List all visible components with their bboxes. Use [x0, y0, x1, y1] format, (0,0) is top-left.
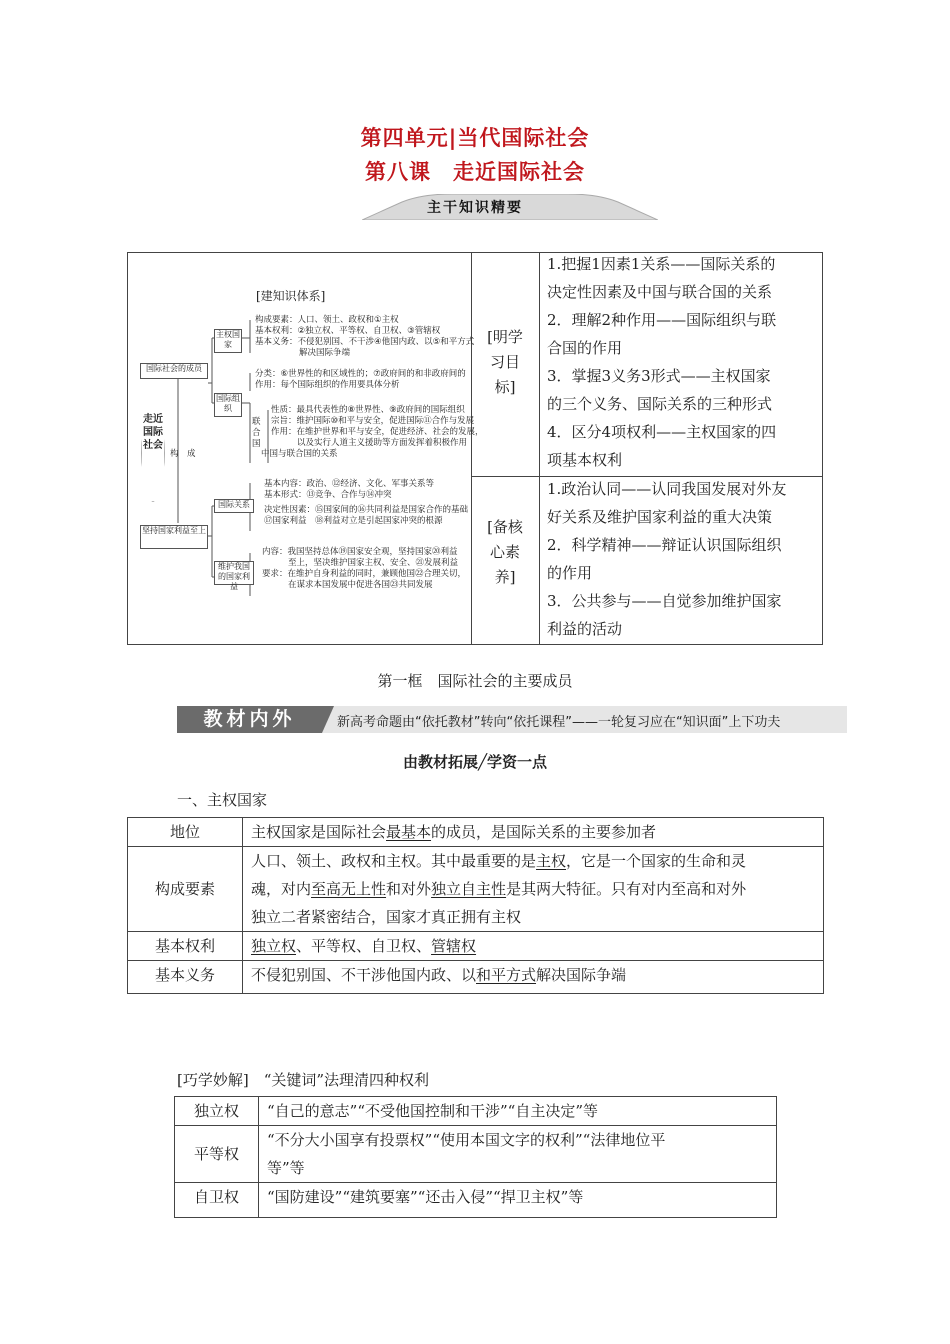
goal-line: 决定性因素及中国与联合国的关系: [547, 283, 773, 301]
literacy-label-line: [备核: [487, 518, 523, 536]
goals-list: [547, 250, 776, 474]
cell-underlined: 最基本: [386, 823, 432, 841]
mindmap-title: [建知识体系]: [256, 289, 326, 303]
unit-title: 第四单元|当代国际社会: [360, 126, 590, 150]
cell-text: 主权国家是国际社会: [251, 823, 387, 841]
mindmap-line: 基本形式：⑬竞争、合作与⑭冲突: [264, 490, 392, 500]
cell-text: “不分大小国享有投票权”“使用本国文字的权利”“法律地位平: [267, 1131, 666, 1149]
goals-label: [478, 325, 532, 400]
mindmap-org-node: 国际组织: [214, 393, 242, 417]
mindmap-relation-label: 构 成: [170, 449, 196, 459]
mindmap-line: 性质：最具代表性的⑧世界性、⑨政府间的国际组织: [271, 405, 465, 415]
lesson-title: 第八课 走近国际社会: [365, 160, 585, 184]
literacy-label-line: 养]: [494, 568, 516, 586]
goals-label-line: 习目: [489, 353, 520, 371]
mindmap-line: 内容：我国坚持总体⑲国家安全观，坚持国家⑳利益: [262, 547, 458, 557]
banner-arrow-icon: [322, 706, 334, 733]
cell-text: 魂，对内: [251, 880, 312, 898]
table-row: [128, 932, 824, 961]
goal-line: 合国的作用: [547, 339, 623, 357]
goal-line: 1.把握1因素1关系——国际关系的: [547, 255, 776, 273]
tips-heading: [巧学妙解] “关键词”法理清四种权利: [177, 1071, 430, 1089]
goal-line: 2．理解2种作用——国际组织与联: [547, 311, 777, 329]
mindmap-line: 基本权利：②独立权、平等权、自卫权、③管辖权: [255, 326, 441, 336]
mindmap-interest-node: 维护我国的国家利益: [214, 561, 254, 585]
table-label: 自卫权: [175, 1183, 259, 1218]
mindmap-line: 中国与联合国的关系: [261, 449, 338, 459]
mindmap-line: 基本义务：不侵犯别国、不干涉④他国内政、以⑤和平方式: [255, 337, 475, 347]
literacy-line: 的作用: [547, 564, 593, 582]
cell-underlined: 独立自主性: [431, 880, 507, 898]
goals-label-line: 标]: [494, 378, 516, 396]
mindmap-members-node: 国际社会的成员: [140, 363, 208, 379]
cell-text: 解决国际争端: [536, 966, 627, 984]
table-row: [128, 961, 824, 994]
cell-text: 和对外: [386, 880, 432, 898]
mindmap-line: 基本内容：政治、⑫经济、文化、军事关系等: [264, 479, 435, 489]
table-cell: “自己的意志”“不受他国控制和干涉”“自主决定”等: [259, 1097, 777, 1126]
goal-line: 4．区分4项权利——主权国家的四: [547, 423, 777, 441]
table-label: 基本权利: [128, 932, 243, 961]
mindmap-line: ⑰国家利益 ⑱利益对立是引起国家冲突的根源: [264, 516, 443, 526]
mindmap-root: 走近国际社会: [142, 403, 164, 501]
mindmap-line: 构成要素：人口、领土、政权和①主权: [255, 315, 399, 325]
cell-text: 等”等: [267, 1159, 305, 1177]
mindmap-line: 宗旨：维护国际⑩和平与安全，促进国际⑪合作与发展: [271, 416, 475, 426]
ribbon-label: 主干知识精要: [427, 200, 523, 216]
overview-box: [127, 252, 823, 645]
cell-text: 不侵犯别国、不干涉他国内政、以: [251, 966, 477, 984]
table-row: [128, 847, 824, 932]
table-row: [128, 818, 824, 847]
mindmap-line: 以及实行人道主义援助等方面发挥着积极作用: [297, 438, 468, 448]
literacy-line: 3．公共参与——自觉参加维护国家: [547, 592, 782, 610]
mindmap-line: 至上，坚决维护国家主权、安全、㉑发展利益: [288, 558, 459, 568]
goal-line: 的三个义务、国际关系的三种形式: [547, 395, 773, 413]
cell-underlined: 独立权: [251, 937, 297, 955]
sovereign-state-table: [127, 817, 824, 994]
heading-sovereign-state: 一、主权国家: [177, 791, 268, 809]
mindmap-line: 解决国际争端: [299, 348, 351, 358]
cell-underlined: 主权: [536, 852, 567, 870]
table-label: 地位: [128, 818, 243, 847]
table-cell: [259, 1126, 777, 1183]
table-cell: “国防建设”“建筑要塞”“还击入侵”“捍卫主权”等: [259, 1183, 777, 1218]
cell-text: 、平等权、自卫权、: [296, 937, 432, 955]
literacy-line: 利益的活动: [547, 620, 623, 638]
cell-text: 的成员，是国际关系的主要参加者: [431, 823, 657, 841]
goals-label-line: [明学: [487, 328, 523, 346]
table-cell: [243, 847, 824, 932]
section-subtitle: 第一框 国际社会的主要成员: [377, 672, 573, 690]
literacy-label-line: 心素: [489, 543, 520, 561]
literacy-label: [478, 515, 532, 590]
cell-text: ，它是一个国家的生命和灵: [566, 852, 747, 870]
mindmap-relations-details: [264, 479, 468, 527]
mindmap-line: 决定性因素：⑮国家间的⑯共同利益是国家合作的基础: [264, 505, 469, 515]
rights-keyword-table: [174, 1096, 777, 1218]
table-cell: [243, 818, 824, 847]
literacy-line: 1.政治认同——认同我国发展对外友: [547, 480, 787, 498]
mindmap-interest-first-node: 坚持国家利益至上: [140, 525, 208, 549]
mindmap-un-details: [261, 405, 484, 460]
mindmap-sovereign-node: 主权国家: [214, 329, 242, 353]
mindmap-line: 作用：在维护世界和平与安全，促进经济、社会的发展，: [271, 427, 484, 437]
sub-banner: 由教材拓展╱学资一点: [402, 753, 548, 771]
table-label: 基本义务: [128, 961, 243, 994]
table-label: 构成要素: [128, 847, 243, 932]
mindmap-sovereign-details: [255, 315, 474, 359]
cell-text: 是其两大特征。只有对内至高和对外: [506, 880, 747, 898]
textbook-banner: [177, 706, 847, 733]
table-label: 平等权: [175, 1126, 259, 1183]
table-row: [175, 1183, 777, 1218]
table-row: [175, 1097, 777, 1126]
literacy-line: 好关系及维护国家利益的重大决策: [547, 508, 773, 526]
cell-underlined: 和平方式: [476, 966, 537, 984]
mindmap-line: 分类：⑥世界性的和区域性的；⑦政府间的和非政府间的: [255, 369, 466, 379]
mindmap-un-node: 联合国: [252, 417, 261, 449]
table-cell: [243, 932, 824, 961]
literacy-list: [547, 475, 786, 643]
mindmap-line: 在谋求本国发展中促进各国㉓共同发展: [288, 580, 433, 590]
goal-line: 项基本权利: [547, 451, 623, 469]
literacy-line: 2．科学精神——辩证认识国际组织: [547, 536, 782, 554]
mindmap-line: 作用：每个国际组织的作用要具体分析: [255, 380, 400, 390]
cell-underlined: 至高无上性: [311, 880, 387, 898]
cell-text: 人口、领土、政权和主权。其中最重要的是: [251, 852, 537, 870]
table-label: 独立权: [175, 1097, 259, 1126]
mindmap-interest-details: [262, 547, 466, 591]
mindmap-org-details: [255, 369, 466, 391]
banner-title: 教材内外: [177, 706, 322, 733]
banner-text: 新高考命题由“依托教材”转向“依托课程”——一轮复习应在“知识面”上下功夫: [337, 715, 781, 730]
cell-text: 独立二者紧密结合，国家才真正拥有主权: [251, 908, 522, 926]
cell-underlined: 管辖权: [431, 937, 477, 955]
mindmap-relations-node: 国际关系: [214, 499, 254, 513]
table-cell: [243, 961, 824, 994]
table-row: [175, 1126, 777, 1183]
mindmap-line: 要求：在维护自身利益的同时，兼顾他国㉒合理关切，: [262, 569, 467, 579]
goal-line: 3．掌握3义务3形式——主权国家: [547, 367, 771, 385]
